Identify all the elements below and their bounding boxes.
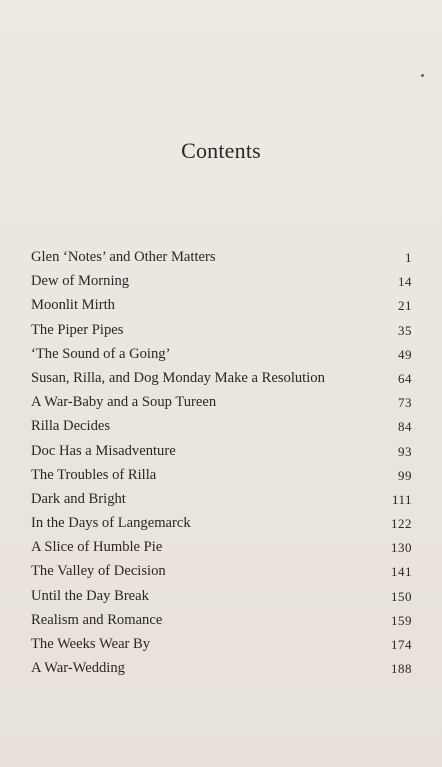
- toc-entry-page: 64: [398, 370, 412, 386]
- toc-entry-page: 130: [391, 540, 412, 556]
- toc-entry: [31, 346, 412, 370]
- toc-entry-title: The Piper Pipes: [31, 321, 124, 338]
- toc-entry-title: ‘The Sound of a Going’: [31, 345, 171, 362]
- toc-entry: [31, 297, 412, 321]
- toc-entry-page: 150: [391, 588, 412, 604]
- toc-entry-title: Doc Has a Misadventure: [31, 442, 176, 459]
- toc-entry-page: 159: [391, 612, 412, 628]
- toc-entry: [31, 563, 412, 587]
- toc-entry-page: 122: [391, 516, 412, 532]
- toc-entry: [31, 636, 412, 660]
- toc-entry-title: In the Days of Langemarck: [31, 515, 191, 532]
- toc-entry-page: 188: [391, 661, 412, 677]
- toc-entry-title: Rilla Decides: [31, 418, 111, 435]
- toc-entry-title: Glen ‘Notes’ and Other Matters: [31, 249, 216, 265]
- toc-entry: [31, 273, 412, 297]
- toc-entry-page: 99: [398, 467, 412, 483]
- toc-entry-page: 35: [398, 322, 412, 338]
- toc-entry-title: Dark and Bright: [31, 490, 126, 507]
- toc-entry: [31, 322, 412, 346]
- toc-entry-title: A War-Baby and a Soup Tureen: [31, 394, 217, 411]
- toc-entry-title: Dew of Morning: [31, 273, 130, 290]
- page-speck: [421, 74, 424, 77]
- toc-entry: [31, 370, 412, 394]
- toc-entry-title: Moonlit Mirth: [31, 297, 115, 314]
- toc-entry-page: 21: [398, 298, 412, 314]
- toc-entry-page: 141: [391, 564, 412, 580]
- toc-entry: [31, 612, 412, 636]
- toc-entry-page: 14: [398, 274, 412, 290]
- toc-entry-title: A Slice of Humble Pie: [31, 539, 163, 556]
- toc-entry: [31, 418, 412, 442]
- toc-entry-page: 49: [398, 346, 412, 362]
- toc-entry: [31, 515, 412, 539]
- toc-entry-page: 1: [405, 250, 412, 265]
- toc-entry: [31, 491, 412, 515]
- toc-entry-title: Susan, Rilla, and Dog Monday Make a Resolution: [31, 369, 325, 386]
- toc-entry-title: The Troubles of Rilla: [31, 466, 157, 483]
- toc-entry-title: The Weeks Wear By: [31, 636, 151, 652]
- toc-entry-page: 111: [391, 491, 412, 507]
- toc-entry: [31, 588, 412, 612]
- toc-entry-page: 73: [398, 395, 412, 411]
- toc-entry: [31, 394, 412, 418]
- toc-entry-page: 84: [398, 419, 412, 435]
- toc-entry: [31, 249, 412, 273]
- toc-entry-title: The Valley of Decision: [31, 563, 166, 580]
- toc-entry-page: 174: [391, 637, 412, 652]
- toc-entry: [31, 660, 412, 684]
- toc-entry: [31, 539, 412, 563]
- toc-entry-title: Realism and Romance: [31, 611, 163, 628]
- toc-entry-page: 93: [398, 443, 412, 459]
- page-title: Contents: [181, 138, 261, 163]
- toc-entry-title: Until the Day Break: [31, 587, 149, 604]
- table-of-contents: [31, 249, 412, 684]
- toc-entry-title: A War-Wedding: [31, 660, 125, 677]
- toc-entry: [31, 467, 412, 491]
- toc-entry: [31, 443, 412, 467]
